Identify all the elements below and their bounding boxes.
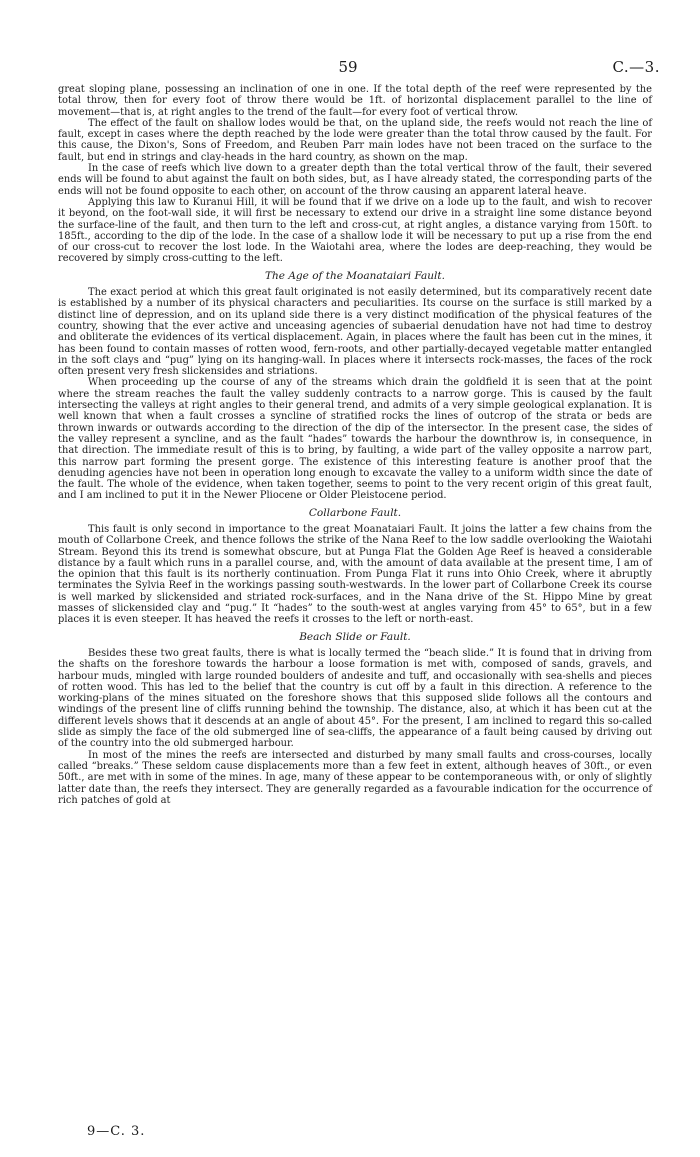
- paragraph: When proceeding up the course of any of the streams which drain the goldfield it is seen that at the point where the stream reaches the fault the valley suddenly contracts to a narrow gorge. This is caused by the fault intersecting the valleys at right angles to their general trend, and admits of a very simple geological explanation. It is well known that when a fault crosses a syncline of stratified rocks the lines of outcrop of the strata or beds are thrown inwards or outwards according to the direction of the dip of the intersector. In the present case, the sides of the valley represent a syncline, and as the fault “hades” towards the harbour the downthrow is, in consequence, in that direction. The immediate result of this is to bring, by faulting, a wide part of the valley opposite a narrow part, this narrow part forming the present gorge. The existence of this interesting feature is another proof that the denuding agencies have not been in operation long enough to excavate the valley to a uniform width since the date of the fault. The whole of the evidence, when taken together, seems to point to the very recent origin of this great fault, and I am inclined to put it in the Newer Pliocene or Older Pleistocene period.: [58, 377, 652, 502]
- paragraph: In most of the mines the reefs are intersected and disturbed by many small faults and cross-courses, locally called “breaks.” These seldom cause displacements more than a few feet in extent, although heaves of 30ft., or even 50ft., are met with in some of the mines. In age, many of these appear to be contemporaneous with, or only of slightly latter date than, the reefs they intersect. They are generally regarded as a favourable indication for the occurrence of rich patches of gold at: [58, 749, 652, 806]
- body-text: [58, 84, 652, 806]
- paragraph: The effect of the fault on shallow lodes would be that, on the upland side, the reefs would not reach the line of fault, except in cases where the depth reached by the lode were greater than the total throw caused by the fault. For this cause, the Dixon's, Sons of Freedom, and Reuben Parr main lodes have not been traced on the surface to the fault, but end in strings and clay-heads in the hard country, as shown on the map.: [58, 117, 652, 163]
- section-heading: The Age of the Moanataiari Fault.: [265, 269, 445, 282]
- page-number: 59: [338, 58, 358, 76]
- section-heading: Collarbone Fault.: [308, 506, 402, 519]
- paragraph: This fault is only second in importance to the great Moanataiari Fault. It joins the latter a few chains from the mouth of Collarbone Creek, and thence follows the strike of the Nana Reef to the low saddle overlooking the Waiotahi Stream. Beyond this its trend is somewhat obscure, but at Punga Flat the Golden Age Reef is heaved a considerable distance by a fault which runs in a parallel course, and, with the amount of data available at the present time, I am of the opinion that this fault is its northerly continuation. From Punga Flat it runs into Ohio Creek, where it abruptly terminates the Sylvia Reef in the workings passing south-westwards. In the lower part of Collarbone Creek its course is well marked by slickensided and striated rock-surfaces, and in the Nana drive of the St. Hippo Mine by great masses of slickensided clay and “pug.” It “hades” to the south-west at angles varying from 45° to 65°, but in a few places it is even steeper. It has heaved the reefs it crosses to the left or north-east.: [58, 523, 652, 626]
- series-code: C.—3.: [612, 58, 660, 76]
- paragraph: great sloping plane, possessing an inclination of one in one. If the total depth of the reef were represented by the total throw, then for every foot of throw there would be 1ft. of horizontal displacement parallel to the line of movement—that is, at right angles to the trend of the fault—for every foot of vertical throw.: [58, 84, 652, 118]
- paragraph: In the case of reefs which live down to a greater depth than the total vertical throw of the fault, their severed ends will be found to abut against the fault on both sides, but, as I have already stated, the corresponding parts of the ends will not be found opposite to each other, on account of the throw causing an apparent lateral heave.: [58, 163, 652, 197]
- signature-mark: 9—C. 3.: [87, 1124, 146, 1139]
- paragraph: Besides these two great faults, there is what is locally termed the “beach slide.” It is found that in driving from the shafts on the foreshore towards the harbour a loose formation is met with, composed of sands, gravels, and harbour muds, mingled with large rounded boulders of andesite and tuff, and occasionally with sea-shells and pieces of rotten wood. This has led to the belief that the country is cut off by a fault in this direction. A reference to the working-plans of the mines situated on the foreshore shows that this supposed slide follows all the contours and windings of the present line of cliffs running behind the township. The distance, also, at which it has been cut at the different levels shows that it descends at an angle of about 45°. For the present, I am inclined to regard this so-called slide as simply the face of the old submerged line of sea-cliffs, the appearance of a fault being caused by driving out of the country into the old submerged harbour.: [58, 647, 652, 750]
- section-heading: Beach Slide or Fault.: [299, 630, 411, 643]
- paragraph: The exact period at which this great fault originated is not easily determined, but its comparatively recent date is established by a number of its physical characters and peculiarities. Its course on the surface is still marked by a distinct line of depression, and on its upland side there is a very distinct modification of the physical features of the country, showing that the ever active and unceasing agencies of subaerial denudation have not had time to destroy and obliterate the evidences of its vertical displacement. Again, in places where the fault has been cut in the mines, it has been found to contain masses of rotten wood, fern-roots, and other partially-decayed vegetable matter entangled in the soft clays and “pug” lying on its hanging-wall. In places where it intersects rock-masses, the faces of the rock often present very fresh slickensides and striations.: [58, 287, 652, 378]
- paragraph: Applying this law to Kuranui Hill, it will be found that if we drive on a lode up to the fault, and wish to recover it beyond, on the foot-wall side, it will first be necessary to extend our drive in a straight line some distance beyond the surface-line of the fault, and then turn to the left and cross-cut, at right angles, a distance varying from 150ft. to 185ft., according to the dip of the lode. In the case of a shallow lode it will be necessary to put up a rise from the end of our cross-cut to recover the lost lode. In the Waiotahi area, where the lodes are deep-reaching, they would be recovered by simply cross-cutting to the left.: [58, 196, 652, 265]
